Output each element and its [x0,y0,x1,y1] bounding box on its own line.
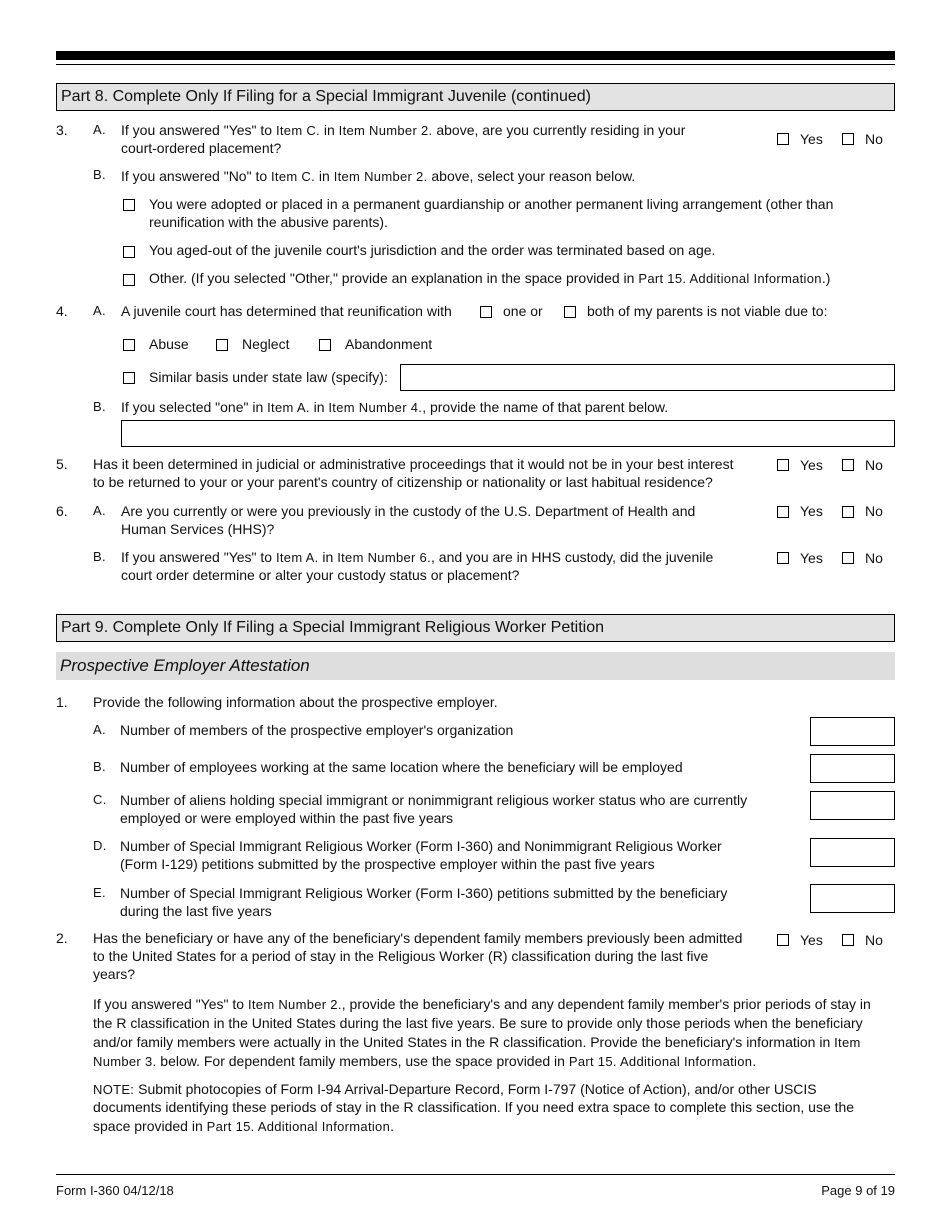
p9-q1-question: Provide the following information about the prospective employer. [93,694,498,710]
p9-q2-number: 2. [56,930,68,946]
q4-neglect-label: Neglect [242,336,290,352]
q4-abuse-checkbox[interactable] [123,339,135,351]
q4a-one-checkbox[interactable] [480,306,492,318]
footer-form-id: Form I-360 04/12/18 [56,1183,174,1198]
footer-rule [56,1174,895,1175]
p9-q2-question-line3: years? [93,966,136,982]
p9-q1-b-letter: B. [93,759,106,774]
p9-q2-note-line3: space provided in Part 15. Additional Information. [93,1118,394,1134]
q6a-yes-label: Yes [800,503,823,519]
q3a-yes-checkbox[interactable] [777,133,789,145]
q6-b-question: If you answered "Yes" to Item A. in Item Number 6., and you are in HHS custody, did the juvenile [121,549,714,565]
p9-q2-question-line2: to the United States for a period of stay in the Religious Worker (R) classification during the last five [93,948,709,964]
p9-q1-d-input[interactable] [810,838,895,867]
p9-q1-e-input[interactable] [810,884,895,913]
p9-q2-yes-label: Yes [800,932,823,948]
p9-q1-a-letter: A. [93,722,106,737]
p9-q1-e-text-line2: during the last five years [120,903,272,919]
p9-q1-d-text: Number of Special Immigrant Religious Worker (Form I-360) and Nonimmigrant Religious Worker [120,838,722,854]
q4-a-question: A juvenile court has determined that reunification with [121,303,452,319]
q3b-option2-checkbox[interactable] [123,246,135,258]
p9-q1-c-text: Number of aliens holding special immigrant or nonimmigrant religious worker status who are currently [120,792,748,808]
q5-no-checkbox[interactable] [842,459,854,471]
q4-abandonment-label: Abandonment [345,336,433,352]
q5-number: 5. [56,456,68,472]
p9-q2-instructions-line2: the R classification in the United States during the last five years. Be sure to provide only those periods when the beneficiary [93,1015,863,1031]
q6-a-question: Are you currently or were you previously in the custody of the U.S. Department of Health and [121,503,696,519]
part8-header: Part 8. Complete Only If Filing for a Special Immigrant Juvenile (continued) [56,83,895,111]
q4-a-letter: A. [93,303,106,318]
p9-q2-instructions: If you answered "Yes" to Item Number 2., provide the beneficiary's and any dependent family member's prior periods of stay in [93,996,871,1012]
p9-q1-c-letter: C. [93,792,107,807]
q3b-option1-text: You were adopted or placed in a permanent guardianship or another permanent living arrangement (other than [149,196,834,212]
q4a-both-label: both of my parents is not viable due to: [587,303,828,319]
p9-q1-c-input[interactable] [810,791,895,820]
q6-b-question-line2: court order determine or alter your custody status or placement? [121,567,520,583]
q5-question: Has it been determined in judicial or administrative proceedings that it would not be in your best interest [93,456,734,472]
p9-q1-a-text: Number of members of the prospective employer's organization [120,722,514,738]
q4-similar-basis-input[interactable] [400,364,895,391]
q3a-no-checkbox[interactable] [842,133,854,145]
p9-q1-b-text: Number of employees working at the same location where the beneficiary will be employed [120,759,683,775]
top-rule-thin [56,64,895,65]
p9-q1-b-input[interactable] [810,754,895,783]
q4-abuse-label: Abuse [149,336,189,352]
q4-b-letter: B. [93,399,106,414]
top-rule-thick [56,51,895,60]
p9-q1-d-text-line2: (Form I-129) petitions submitted by the prospective employer within the past five years [120,856,655,872]
p9-q2-note-line2: documents identifying these periods of stay in the R classification. If you need extra space to complete this section, use the [93,1099,855,1115]
q3-b-letter: B. [93,167,106,182]
q4-abandonment-checkbox[interactable] [319,339,331,351]
p9-q2-no-label: No [865,932,883,948]
q4a-both-checkbox[interactable] [564,306,576,318]
q3-b-question: If you answered "No" to Item C. in Item Number 2. above, select your reason below. [121,168,636,184]
q4-similar-basis-checkbox[interactable] [123,372,135,384]
q6-a-question-line2: Human Services (HHS)? [121,521,275,537]
q6b-yes-label: Yes [800,550,823,566]
q4b-parent-name-input[interactable] [121,420,895,447]
p9-q1-number: 1. [56,694,68,710]
q3b-option1-text-line2: reunification with the abusive parents). [149,214,388,230]
q5-no-label: No [865,457,883,473]
q6-number: 6. [56,503,68,519]
p9-q1-e-letter: E. [93,885,106,900]
p9-q1-e-text: Number of Special Immigrant Religious Worker (Form I-360) petitions submitted by the beneficiary [120,885,728,901]
q6b-no-label: No [865,550,883,566]
q3-number: 3. [56,122,68,138]
q5-yes-checkbox[interactable] [777,459,789,471]
p9-q1-d-letter: D. [93,838,107,853]
q6b-no-checkbox[interactable] [842,552,854,564]
q4-number: 4. [56,303,68,319]
q6a-yes-checkbox[interactable] [777,506,789,518]
p9-q2-yes-checkbox[interactable] [777,934,789,946]
q3-a-question: If you answered "Yes" to Item C. in Item Number 2. above, are you currently residing in your [121,122,686,138]
q3b-option3-text: Other. (If you selected "Other," provide an explanation in the space provided in Part 15. Additional Information.) [149,270,831,286]
q3b-option1-checkbox[interactable] [123,199,135,211]
q5-question-line2: to be returned to your or your parent's country of citizenship or nationality or last habitual residence? [93,474,713,490]
footer-page-number: Page 9 of 19 [821,1183,895,1198]
p9-q2-no-checkbox[interactable] [842,934,854,946]
q6a-no-checkbox[interactable] [842,506,854,518]
p9-q2-instructions-line4: Number 3. below. For dependent family members, use the space provided in Part 15. Additional Information. [93,1053,757,1069]
p9-q1-a-input[interactable] [810,717,895,746]
part9-header: Part 9. Complete Only If Filing a Special Immigrant Religious Worker Petition [56,614,895,642]
q3-a-letter: A. [93,122,106,137]
q3-a-question-line2: court-ordered placement? [121,140,282,156]
q6-b-letter: B. [93,549,106,564]
q3b-option2-text: You aged-out of the juvenile court's jurisdiction and the order was terminated based on age. [149,242,716,258]
q4-similar-basis-label: Similar basis under state law (specify): [149,369,388,385]
p9-q2-note: NOTE: Submit photocopies of Form I-94 Arrival-Departure Record, Form I-797 (Notice of Action), and/or other USCIS [93,1081,817,1097]
q4-b-question: If you selected "one" in Item A. in Item Number 4., provide the name of that parent below. [121,399,669,415]
q3a-yes-label: Yes [800,131,823,147]
q6b-yes-checkbox[interactable] [777,552,789,564]
q6-a-letter: A. [93,503,106,518]
q4-neglect-checkbox[interactable] [216,339,228,351]
p9-q2-question: Has the beneficiary or have any of the beneficiary's dependent family members previously been admitted [93,930,743,946]
q6a-no-label: No [865,503,883,519]
part9-subheader: Prospective Employer Attestation [56,652,895,680]
p9-q1-c-text-line2: employed or were employed within the past five years [120,810,454,826]
p9-q2-instructions-line3: and/or family members were actually in the United States in the R classification. Provide the beneficiary's information in Item [93,1034,861,1050]
q3b-option3-checkbox[interactable] [123,274,135,286]
q4a-one-label: one or [503,303,543,319]
q3a-no-label: No [865,131,883,147]
q5-yes-label: Yes [800,457,823,473]
